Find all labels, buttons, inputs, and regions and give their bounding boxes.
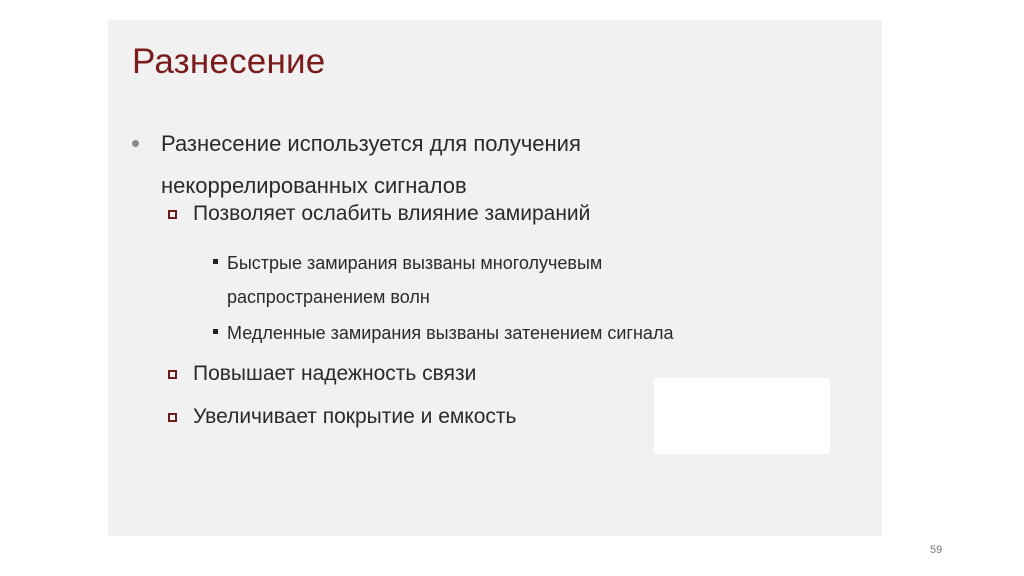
hollow-square-bullet-icon [168,370,177,379]
square-bullet-icon [213,259,218,264]
bullet-level2 [168,402,768,433]
bullet-level2 [168,359,768,390]
page-number: 59 [930,544,943,556]
bullet-level2 [168,199,768,230]
bullet-text: Увеличивает покрытие и емкость [193,405,517,428]
bullet-level1 [128,123,748,207]
slide-title: Разнесение [132,42,326,81]
bullet-text: Медленные замирания вызваны затенением сигнала [227,323,674,343]
square-bullet-icon [213,329,218,334]
hollow-square-bullet-icon [168,210,177,219]
slide [108,20,882,536]
bullet-text: Позволяет ослабить влияние замираний [193,202,591,225]
bullet-text: Быстрые замирания вызваны многолучевым распространением волн [227,253,603,307]
round-bullet-icon [132,140,139,147]
bullet-level3 [208,246,788,314]
hollow-square-bullet-icon [168,413,177,422]
bullet-level3 [208,316,788,350]
bullet-text: Разнесение используется для получения некоррелированных сигналов [161,131,581,198]
bullet-text: Повышает надежность связи [193,362,477,385]
